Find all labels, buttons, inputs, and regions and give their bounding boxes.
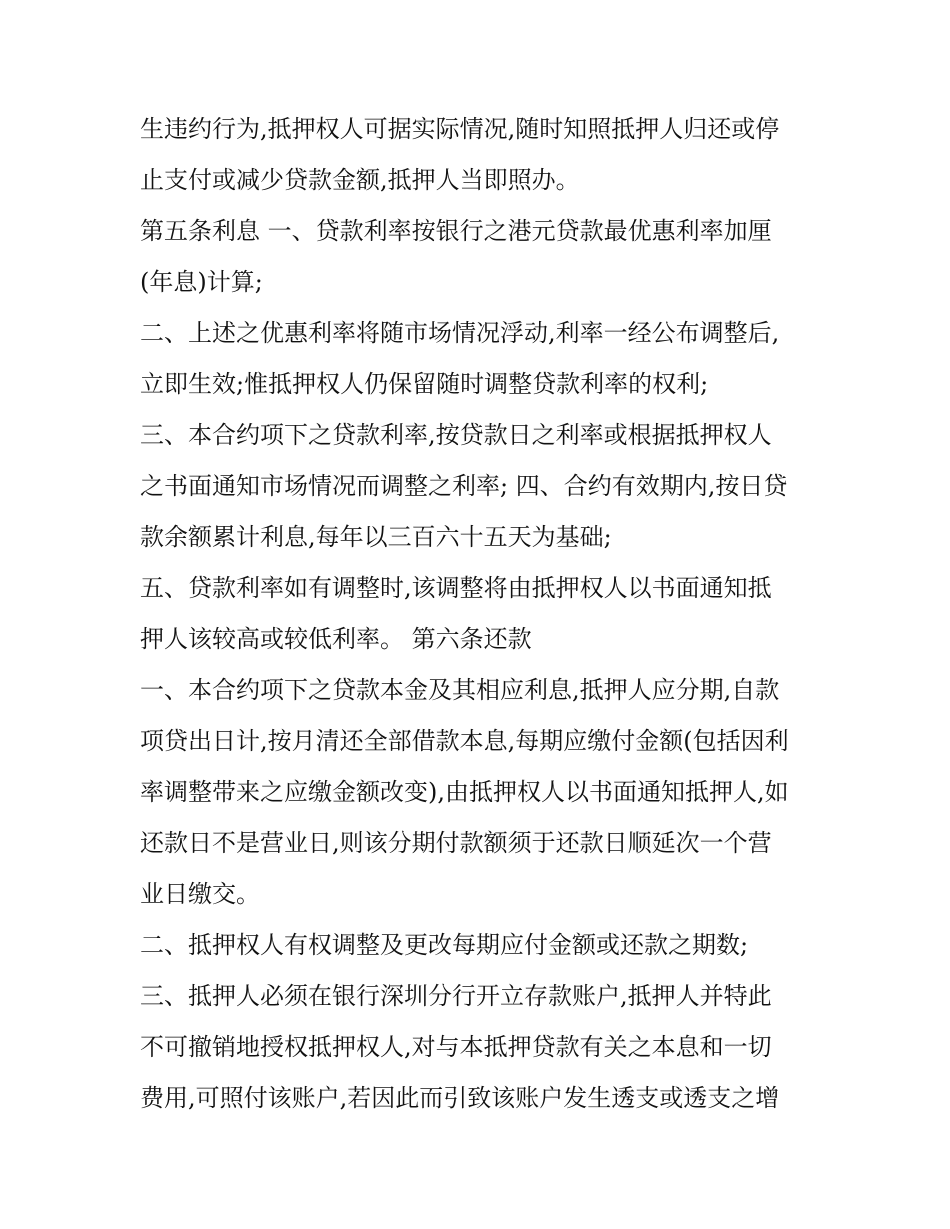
text-line: 第五条利息 一、贷款利率按银行之港元贷款最优惠利率加厘 (140, 217, 772, 245)
text-line: (年息)计算; (140, 268, 263, 296)
text-line: 二、抵押权人有权调整及更改每期应付金额或还款之期数; (140, 931, 749, 959)
text-line: 止支付或减少贷款金额,抵押人当即照办。 (140, 166, 580, 194)
text-line: 款余额累计利息,每年以三百六十五天为基础; (140, 523, 612, 551)
text-line: 三、抵押人必须在银行深圳分行开立存款账户,抵押人并特此 (140, 982, 772, 1010)
text-line: 业日缴交。 (140, 880, 260, 908)
text-line: 不可撤销地授权抵押权人,对与本抵押贷款有关之本息和一切 (140, 1033, 772, 1061)
text-line: 生违约行为,抵押权人可据实际情况,随时知照抵押人归还或停 (140, 115, 780, 143)
text-line: 还款日不是营业日,则该分期付款额须于还款日顺延次一个营 (140, 829, 772, 857)
text-line: 率调整带来之应缴金额改变),由抵押权人以书面通知抵押人,如 (140, 778, 789, 806)
text-line: 项贷出日计,按月清还全部借款本息,每期应缴付金额(包括因利 (140, 727, 789, 755)
text-line: 立即生效;惟抵押权人仍保留随时调整贷款利率的权利; (140, 370, 709, 398)
text-line: 二、上述之优惠利率将随市场情况浮动,利率一经公布调整后, (140, 319, 780, 347)
text-line: 押人该较高或较低利率。 第六条还款 (140, 625, 532, 653)
text-line: 一、本合约项下之贷款本金及其相应利息,抵押人应分期,自款 (140, 676, 780, 704)
text-line: 费用,可照付该账户,若因此而引致该账户发生透支或透支之增 (140, 1084, 780, 1112)
document-body (140, 104, 840, 1124)
text-line: 之书面通知市场情况而调整之利率; 四、合约有效期内,按日贷 (140, 472, 788, 500)
text-line: 三、本合约项下之贷款利率,按贷款日之利率或根据抵押权人 (140, 421, 772, 449)
text-line: 五、贷款利率如有调整时,该调整将由抵押权人以书面通知抵 (140, 574, 772, 602)
